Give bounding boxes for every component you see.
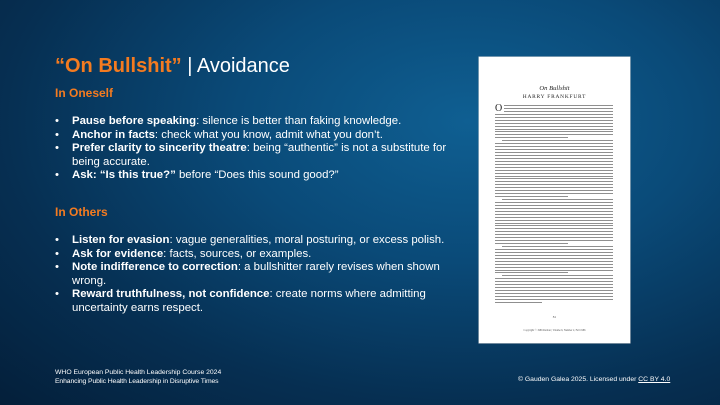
- text-line: [495, 173, 613, 174]
- body-text-lines: [495, 105, 613, 305]
- text-line: [495, 258, 613, 259]
- text-line: [495, 272, 568, 273]
- text-line: [495, 237, 613, 238]
- text-line: [495, 193, 613, 194]
- text-line: [495, 161, 613, 162]
- text-line: [495, 178, 613, 179]
- text-line: [495, 196, 568, 197]
- item-bold: Prefer clarity to sincerity theatre: [72, 142, 247, 155]
- item-text: : vague generalities, moral posturing, or excess polish.: [169, 234, 445, 246]
- title-quoted: “On Bullshit”: [55, 55, 182, 77]
- item-bold: Reward truthfulness, not confidence: [72, 288, 270, 301]
- text-line: [495, 190, 613, 191]
- title-subtitle: Avoidance: [196, 55, 290, 77]
- text-line: [495, 158, 613, 159]
- text-line: [495, 131, 613, 132]
- license-link[interactable]: CC BY 4.0: [638, 376, 671, 383]
- text-line: [495, 105, 613, 106]
- text-line: [495, 234, 613, 235]
- section-heading-oneself: In Oneself: [55, 86, 114, 100]
- others-list: [55, 234, 455, 315]
- item-bold: Note indifference to correction: [72, 261, 238, 274]
- text-line: [495, 114, 613, 115]
- text-line: [495, 152, 613, 153]
- list-item: [55, 129, 455, 142]
- text-line: [495, 129, 613, 130]
- text-line: [495, 137, 568, 138]
- title-separator: |: [181, 55, 197, 77]
- credit-text: © Gauden Galea 2025. Licensed under: [518, 376, 639, 383]
- text-line: [495, 170, 613, 171]
- text-line: [495, 120, 613, 121]
- text-line: [495, 287, 613, 288]
- item-bold: Anchor in facts: [72, 128, 155, 141]
- text-line: [495, 176, 613, 177]
- text-line: [495, 281, 613, 282]
- item-text: : facts, sources, or examples.: [163, 247, 312, 260]
- text-line: [495, 108, 613, 109]
- list-item: [55, 169, 455, 182]
- text-line: [495, 167, 613, 168]
- text-line: [495, 181, 613, 182]
- text-line: [495, 164, 613, 165]
- text-line: [495, 149, 613, 150]
- text-line: [495, 243, 568, 244]
- list-item: [55, 142, 455, 168]
- text-line: [495, 267, 613, 268]
- drop-cap: O: [495, 103, 503, 114]
- text-line: [495, 205, 613, 206]
- text-line: [495, 123, 613, 124]
- item-bold: Ask: “Is this true?”: [72, 169, 176, 182]
- slide-title: [55, 55, 290, 78]
- text-line: [495, 249, 613, 250]
- text-line: [495, 220, 613, 221]
- course-footer: [55, 368, 221, 386]
- text-line: [495, 202, 613, 203]
- book-page-number: 81: [552, 315, 557, 319]
- text-line: [495, 299, 613, 300]
- item-text: before “Does this sound good?”: [175, 169, 339, 182]
- section-heading-others: In Others: [55, 205, 108, 219]
- text-line: [495, 296, 613, 297]
- item-bold: Listen for evasion: [72, 234, 170, 246]
- text-line: [495, 264, 613, 265]
- text-line: [495, 126, 613, 127]
- item-text: : being “authentic” is not a substitute for being accurate.: [72, 142, 447, 168]
- text-line: [495, 302, 542, 303]
- text-line: [495, 217, 613, 218]
- text-line: [502, 246, 613, 247]
- text-line: [495, 261, 613, 262]
- book-page-image: [479, 57, 630, 343]
- oneself-list: [55, 115, 455, 183]
- item-bold: Pause before speaking: [72, 115, 197, 127]
- course-name: WHO European Public Health Leadership Course 2024: [55, 369, 222, 376]
- course-tagline: Enhancing Public Health Leadership in Disruptive Times: [55, 378, 219, 385]
- text-line: [495, 223, 613, 224]
- text-line: [495, 284, 613, 285]
- text-line: [495, 134, 613, 135]
- list-item: [55, 248, 455, 261]
- book-title: On Bullshit: [539, 85, 570, 92]
- list-item: [55, 115, 455, 128]
- item-text: : create norms where admitting uncertainty earns respect.: [72, 288, 426, 314]
- item-bold: Ask for evidence: [72, 247, 164, 260]
- text-line: [495, 228, 613, 229]
- text-line: [495, 231, 613, 232]
- text-line: [495, 211, 613, 212]
- text-line: [495, 187, 613, 188]
- book-author: HARRY FRANKFURT: [522, 94, 587, 100]
- text-line: [495, 214, 613, 215]
- text-line: [495, 208, 613, 209]
- text-line: [495, 225, 613, 226]
- text-line: [495, 255, 613, 256]
- item-text: : a bullshitter rarely revises when shown wrong.: [72, 261, 440, 287]
- text-line: [495, 278, 613, 279]
- text-line: [495, 184, 613, 185]
- text-line: [495, 290, 613, 291]
- license-footer: [518, 376, 670, 383]
- text-line: [495, 146, 613, 147]
- text-line: [495, 143, 613, 144]
- text-line: [495, 117, 613, 118]
- list-item: [55, 261, 455, 287]
- list-item: [55, 288, 455, 314]
- text-line: [495, 252, 613, 253]
- text-line: [495, 111, 613, 112]
- book-copyright: Copyright © 1986 Raritan | Volume 6, Number 2, Fall 1986: [523, 329, 586, 332]
- text-line: [495, 270, 613, 271]
- text-line: [502, 275, 613, 276]
- list-item: [55, 234, 455, 247]
- text-line: [495, 155, 613, 156]
- text-line: [502, 140, 613, 141]
- item-text: : silence is better than faking knowledge.: [196, 115, 402, 127]
- item-text: : check what you know, admit what you don’t.: [154, 128, 383, 141]
- text-line: [495, 293, 613, 294]
- text-line: [495, 240, 613, 241]
- text-line: [502, 199, 613, 200]
